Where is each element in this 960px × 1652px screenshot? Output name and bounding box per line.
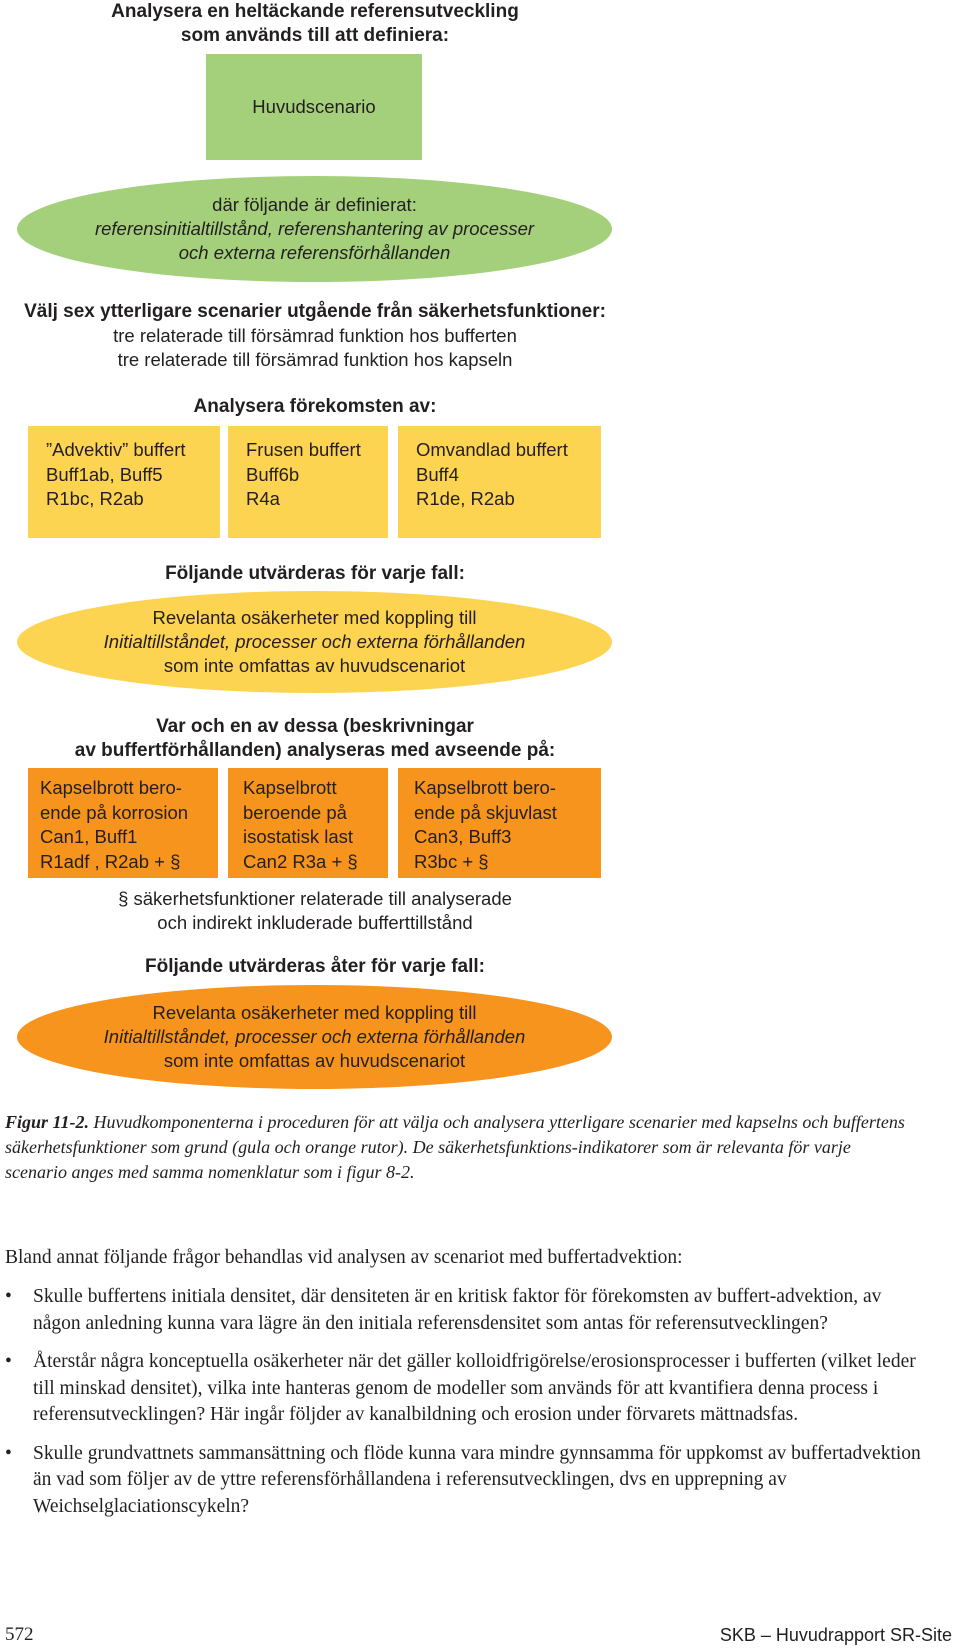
buffer-box-advective: ”Advektiv” buffert Buff1ab, Buff5 R1bc, R2ab [28,426,220,538]
evaluate-header-1: Följande utvärderas för varje fall: [165,563,465,584]
figure-caption [5,1110,915,1185]
safety-function-footnote: § säkerhetsfunktioner relaterade till analyserade och indirekt inkluderade bufferttillstånd [118,888,512,933]
evaluate-header-2: Följande utvärderas åter för varje fall: [144,956,485,977]
main-scenario-label: Huvudscenario [252,96,376,117]
list-item: • Skulle buffertens initiala densitet, där densiteten är en kritisk faktor för förekomsten av buffert-advektion, av någon anledning kunna vara lägre än den initiala referensdensitet som antas för referensutvecklingen? [5,1286,882,1334]
main-scenario-box [206,54,422,160]
uncertainty-1-line-1: Revelanta osäkerheter med koppling till [152,607,477,628]
buffer-box-transformed: Omvandlad buffert Buff4 R1de, R2ab [398,426,601,538]
uncertainty-ellipse-1 [17,591,612,693]
uncertainty-2-line-2: Initialtillståndet, processer och externa förhållanden [103,1026,526,1047]
canister-box-corrosion: Kapselbrott bero- ende på korrosion Can1, Buff1 R1adf , R2ab + § [28,768,218,878]
definition-ellipse [17,176,612,282]
bullet-dot: • [5,1442,12,1464]
canister-box-isostatic: Kapselbrott beroende på isostatisk last Can2 R3a + § [228,768,388,878]
list-item: • Återstår några konceptuella osäkerheter när det gäller kolloidfrigörelse/erosionsprocesser i bufferten (vilket leder till minskad densitet), vilka inte hanteras genom de modeller som används för att kvantifiera denna process i referensutvecklingen? Här ingår följder av kanalbildning och erosion under förvarets mättnadsfas. [5,1351,916,1425]
analyse-header: Analysera förekomsten av: [193,396,437,417]
buffer-box-frozen: Frusen buffert Buff6b R4a [228,426,388,538]
choose-line-canister: tre relaterade till försämrad funktion hos kapseln [117,349,513,370]
bullet-dot: • [5,1351,12,1372]
uncertainty-1-line-2: Initialtillståndet, processer och externa förhållanden [103,631,526,652]
document-title: SKB – Huvudrapport SR-Site [719,1625,952,1645]
caption-label: Figur 11-2. [5,1112,90,1132]
uncertainty-1-line-3: som inte omfattas av huvudscenariot [163,655,466,676]
bullet-list [5,1284,933,1520]
top-header: Analysera en heltäckande referensutveckling som används till att definiera: [111,1,519,46]
uncertainty-2-line-1: Revelanta osäkerheter med koppling till [152,1002,477,1023]
definition-line-3: och externa referensförhållanden [178,242,451,263]
bullet-dot: • [5,1286,12,1307]
definition-line-2: referensinitialtillstånd, referenshantering av processer [94,218,535,239]
definition-line-1: där följande är definierat: [212,194,417,215]
choose-line-buffer: tre relaterade till försämrad funktion hos bufferten [113,325,517,346]
body-intro: Bland annat följande frågor behandlas vid analysen av scenariot med buffertadvektion: [5,1247,683,1268]
choose-scenarios-title: Välj sex ytterligare scenarier utgående från säkerhetsfunktioner: [24,301,606,322]
canister-header: Var och en av dessa (beskrivningar av buffertförhållanden) analyseras med avseende på: [74,716,556,761]
choose-scenarios-block [0,300,630,372]
uncertainty-ellipse-2 [17,985,612,1089]
caption-text: Huvudkomponenterna i proceduren för att välja och analysera ytterligare scenarier med kapselns och buffertens säkerhetsfunktioner som grund (gula och orange rutor). De säkerhetsfunktions-indikatorer som är relevanta för varje scenario anges med samma nomenklatur som i figur 8-2. [5,1112,905,1182]
uncertainty-2-line-3: som inte omfattas av huvudscenariot [163,1050,466,1071]
canister-box-shear: Kapselbrott bero- ende på skjuvlast Can3, Buff3 R3bc + § [398,768,601,878]
list-item: • Skulle grundvattnets sammansättning och flöde kunna vara mindre gynnsamma för uppkomst av buffertadvektion än vad som följer av de yttre referensförhållandena i referensutvecklingen, dvs en upprepning av Weichselglaciationscykeln? [5,1442,921,1517]
page-number: 572 [5,1624,34,1645]
